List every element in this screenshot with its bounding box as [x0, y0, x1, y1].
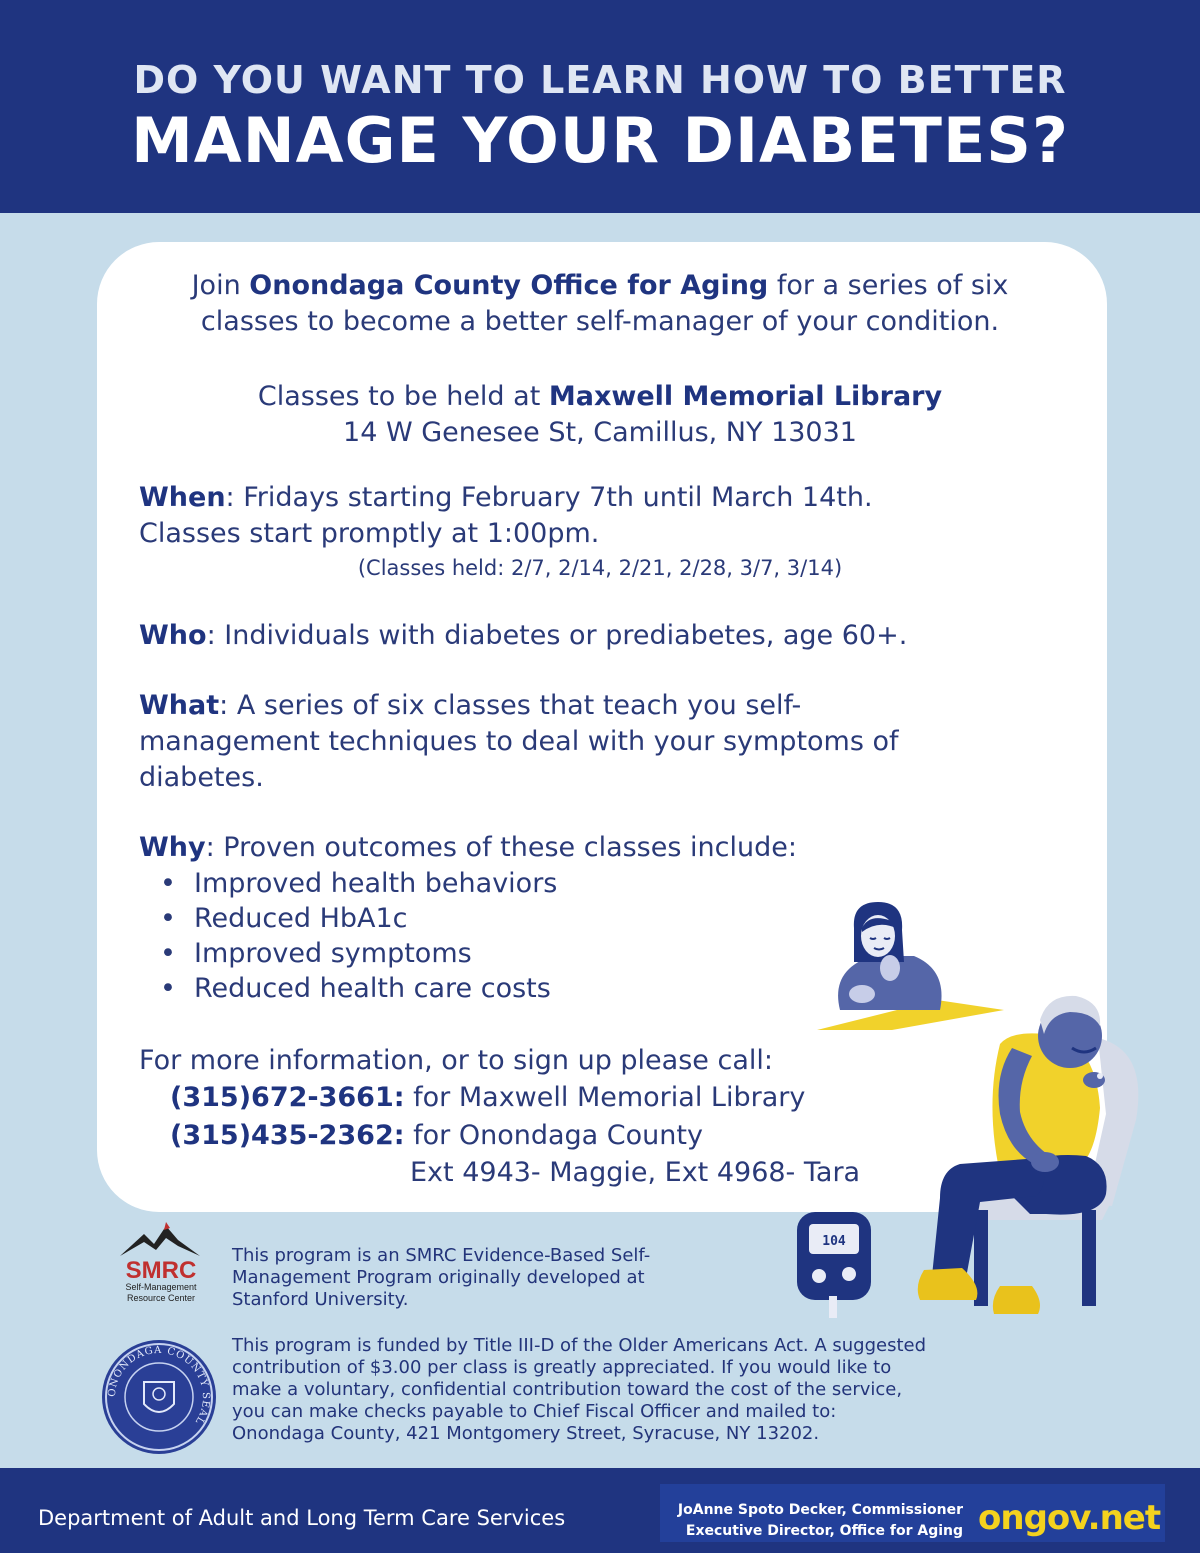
phone-number: (315)672-3661:	[170, 1082, 405, 1113]
man-illustration-icon	[900, 990, 1150, 1320]
website-logo[interactable]: ongov.net	[978, 1498, 1161, 1538]
smrc-description: This program is an SMRC Evidence-Based Self- Management Program originally developed at Stanford University.	[232, 1245, 651, 1310]
contact-intro: For more information, or to sign up please call:	[139, 1045, 773, 1076]
county-seal-icon	[100, 1338, 218, 1456]
contact-phone-1: (315)672-3661: for Maxwell Memorial Library	[170, 1082, 806, 1113]
svg-text:Self-Management: Self-Management	[125, 1282, 197, 1292]
contact-phone-2: (315)435-2362: for Onondaga County	[170, 1120, 703, 1151]
when-time: Classes start promptly at 1:00pm.	[139, 518, 600, 549]
list-item: • Reduced health care costs	[160, 971, 557, 1006]
location-address: 14 W Genesee St, Camillus, NY 13031	[343, 417, 857, 448]
who-label: Who	[139, 620, 207, 651]
commissioner-text: JoAnne Spoto Decker, Commissioner Executive Director, Office for Aging	[677, 1502, 963, 1539]
intro-line-2: classes to become a better self-manager of your condition.	[200, 306, 1000, 337]
headline-question: DO YOU WANT TO LEARN HOW TO BETTER	[133, 58, 1067, 102]
funding-description: This program is funded by Title III-D of the Older Americans Act. A suggested contribution of $3.00 per class is greatly appreciated. If you would like to make a voluntary, confidential contribution toward the cost of the service, you can make checks payable to Chief Fiscal Officer and mailed to: Onondaga County, 421 Montgomery Street, Syracuse, NY 13202.	[232, 1335, 927, 1444]
when-line: When: Fridays starting February 7th until March 14th.	[139, 482, 873, 513]
what-line-3: diabetes.	[139, 762, 264, 793]
svg-text:SMRC: SMRC	[125, 1257, 197, 1284]
header-banner	[0, 0, 1200, 213]
why-line: Why: Proven outcomes of these classes include:	[139, 832, 797, 863]
glucose-meter-icon	[793, 1208, 883, 1323]
location-line: Classes to be held at Maxwell Memorial Library	[257, 381, 943, 412]
list-item: • Improved symptoms	[160, 936, 557, 971]
department-name: Department of Adult and Long Term Care Services	[38, 1506, 566, 1530]
when-dates: (Classes held: 2/7, 2/14, 2/21, 2/28, 3/7, 3/14)	[357, 556, 843, 580]
svg-text:104: 104	[822, 1234, 846, 1249]
what-label: What	[139, 690, 220, 721]
phone-number: (315)435-2362:	[170, 1120, 405, 1151]
list-item: • Reduced HbA1c	[160, 901, 557, 936]
why-label: Why	[139, 832, 206, 863]
intro-line-1: Join Onondaga County Office for Aging for a series of six	[191, 270, 1009, 301]
library-name: Maxwell Memorial Library	[548, 381, 943, 412]
org-name: Onondaga County Office for Aging	[249, 270, 769, 301]
what-line-2: management techniques to deal with your symptoms of	[139, 726, 899, 757]
when-label: When	[139, 482, 226, 513]
what-line: What: A series of six classes that teach you self-	[139, 690, 802, 721]
outcomes-list	[160, 866, 557, 1006]
smrc-logo-icon	[116, 1222, 206, 1307]
svg-text:ONONDAGA COUNTY SEAL: ONONDAGA COUNTY SEAL	[106, 1344, 212, 1427]
contact-extensions: Ext 4943- Maggie, Ext 4968- Tara	[410, 1157, 861, 1188]
who-line: Who: Individuals with diabetes or prediabetes, age 60+.	[139, 620, 908, 651]
headline-main: MANAGE YOUR DIABETES?	[131, 104, 1069, 177]
list-item: • Improved health behaviors	[160, 866, 557, 901]
svg-text:Resource Center: Resource Center	[126, 1293, 196, 1303]
